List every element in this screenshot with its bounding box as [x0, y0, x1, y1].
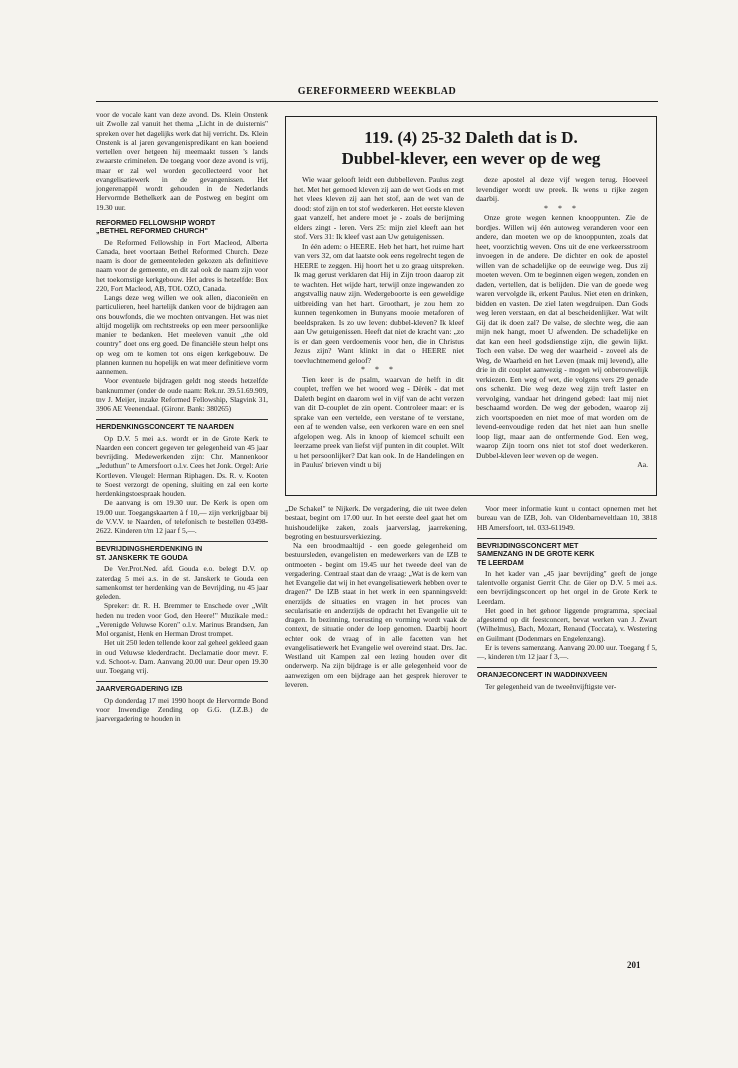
meditation-paragraph-5: Onze grote wegen kennen knooppunten. Zie de bordjes. Willen wij één autoweg veranderen voor een andere, dan moeten we op de knooppunten, zoals dat heet, voorzichtig weven. Ons uit de ene verkeersstroom invoegen in de andere. De dichter en ook de apostel willen van de schadelijke op de eeuwige weg. Dus zij moeten weven. Om te beginnen eigen wegen, zonden en daden, vertellen, dat is belijden. Die van de goede weg waren vervolgde ik, erkent Paulus. Niet eten en drinken, bidden en vasten. De ziel laten wegdruipen. Dan Gods weg leren verstaan, en dat al bescheidenlijker. Wat wilt Gij dat ik doen zal? De valse, de slechte weg, die aan mijn nek hangt, moet U afwenden. De schadelijke en dat kan een heel godsdienstige zijn, die gewin lijkt. Toch een valse. De weg der waarheid - zoveel als de Weg, de Waarheid en het Leven (maak mij levend), alle drie in dit couplet aanwezig - mogen wij onberouwelijk verkiezen. Een weg of wet, die volgens vers 29 genade ons schenkt. Die weg deze weg zijn treft laster en vervolging, vandaar het dringend gebed: laat mij niet beschaamd worden. De weg der geboden, waarop zij zich voortspoeden en niet moe of mat worden om de levend-eenvoudige reden dat het niet aan hun snelle loop ligt, maar aan de ontfermende God. Een weg, waarop Zijn toorn ons niet tot stof doet wederkeren. Dubbel-kleven leer weven op de wegen. [476, 213, 648, 460]
gouda-heading-line-1: BEVRIJDINGSHERDENKING IN [96, 544, 203, 554]
meditation-title [286, 127, 656, 169]
left-column [96, 110, 268, 723]
divider [477, 667, 657, 668]
leerdam-heading-line-2: SAMENZANG IN DE GROTE KERK [477, 549, 595, 559]
izb-paragraph-1: Op donderdag 17 mei 1990 hoopt de Hervormde Bond voor Inwendige Zending op G.G. (I.Z.B.) de jaarvergadering te houden in [96, 695, 268, 724]
meditation-column-2 [476, 175, 648, 470]
section-stars: * * * [361, 365, 397, 374]
page-number: 201 [627, 960, 641, 970]
right-paragraph-1: Voor meer informatie kunt u contact opnemen met het bureau van de IZB, Joh. van Oldenbarneveltlaan 10, 3818 HB Amersfoort, tel. 033-611949. [477, 504, 657, 532]
right-column [477, 504, 657, 691]
divider [96, 419, 268, 420]
herdenking-paragraph-2: De aanvang is om 19.30 uur. De Kerk is open om 19.00 uur. Toegangskaarten à f 10,— zijn verkrijgbaar bij de V.V.V. te Naarden, of telefonisch te bestellen 03498-2622. Kinderen t/m 12 jaar f 5,—. [96, 498, 268, 536]
reformed-paragraph-1: De Reformed Fellowship in Fort Macleod, Alberta Canada, heet voortaan Bethel Reformed Church. Deze naam is door de gemeenteleden gekozen als definitieve naam voor de gemeente, en dit zal ook de naam zijn voor het toekomstige kerkgebouw. Het adres is hetzelfde: Box 220, Fort Macleod, AB, TOL OZO, Canada. [96, 237, 268, 293]
gouda-heading-line-2: ST. JANSKERK TE GOUDA [96, 552, 188, 562]
meditation-column-1 [294, 175, 464, 470]
leerdam-paragraph-2: Het goed in het gehoor liggende programma, speciaal afgestemd op dit feestconcert, bevat werken van J. Zwart (Wilhelmus), Bach, Mozart, Renaud (Toccata), v. Westering en Guilmant (Dodenmars en Engelenzang). [477, 605, 657, 643]
leerdam-paragraph-1: In het kader van „45 jaar bevrijding" geeft de jonge talentvolle organist Gerrit Chr. de Gier op D.V. 5 mei a.s. een bevrijdingsconcert op het orgel in de Grote Kerk te Leerdam. [477, 568, 657, 606]
divider [96, 681, 268, 682]
section-stars: * * * [544, 203, 580, 213]
middle-paragraph-1: „De Schakel" te Nijkerk. De vergadering, die uit twee delen bestaat, begint om 17.00 uur. In het eerste deel gaat het om huishoudelijke zaken, zoals jaarverslag, jaarrekening, begroting en bestuursverkiezing. [285, 504, 467, 541]
leerdam-heading-line-3: TE LEERDAM [477, 557, 524, 567]
middle-column [285, 504, 467, 689]
divider [96, 541, 268, 542]
reformed-paragraph-2: Langs deze weg willen we ook allen, diaconieën en particulieren, heel hartelijk danken voor de bijdragen aan ons bouwfonds, die we mochten ontvangen. Het was niet altijd mogelijk om rechtstreeks op een meer persoonlijke manier te bedanken. Het meeleven vanuit „the old country" doet ons erg goed. De financiële steun helpt ons op weg om te komen tot ons eigen kerkgebouw. De plannen kunnen nu hopelijk en wat meer definitieve vorm aannemen. [96, 293, 268, 377]
gouda-paragraph-3: Het uit 250 leden tellende koor zal geheel gekleed gaan in oud Veluwse klederdracht. Declamatie door mevr. F. v.d. Schoot-v. Dam. Aanvang 20.00 uur. Deur open 19.30 uur. Toegang vrij. [96, 638, 268, 676]
header-rule [96, 101, 658, 102]
gouda-paragraph-2: Spreker: dr. R. H. Bremmer te Enschede over „Wilt heden nu treden voor God, den Heere!" Muzikale med.: „Verenigde Veluwse Koren" o.l.v. Marinus Brandsen, Jan Mol organist, Henk en Herman Drost trompet. [96, 601, 268, 639]
leerdam-heading-line-1: BEVRIJDINGSCONCERT MET [477, 540, 579, 550]
izb-heading: JAARVERGADERING IZB [96, 684, 183, 694]
leerdam-paragraph-3: Er is tevens samenzang. Aanvang 20.00 uur. Toegang f 5,—, kinderen t/m 12 jaar f 3,—. [477, 642, 657, 662]
meditation-paragraph-3: Tien keer is de psalm, waarvan de helft in dit couplet, treffen we het woord weg - Dèrèk - dat met Daleth begint en daarom wel in vijf van de acht verzen van dit D-couplet de zin opent. Controleer maar: er is sprake van een vertelde, een verstane of te verstane, een af te wenden valse, een verkoren ware en een snel afgelopen weg. Als in knoop of kiemcel schuilt een leerzame preek van liefst vijf punten in dit couplet. Wilt u het persoonlijker? Dat kan ook. In de Handelingen en in Paulus' brieven vindt u bij [294, 374, 464, 469]
meditation-paragraph-2: In één adem: o HEERE. Heb het hart, het ruime hart van vers 32, om dat laatste ook eens regelrecht tegen de HEERE te zeggen. Hij hoort het u zo graag uitspreken. Ik mag gerust verklaren dat Hij in Zijn troon daarop zit te wachten. Het wijde hart, terwijl onze ingewanden zo angstvallig nauw zijn. Wedergeboorte is een geweldige uitbreiding van het hart. Groothart, je zou hem zo kunnen tegenkomen in Bunyans mooie metaforen of beeldspraken. Is zo uw leven: dubbel-kleven? Ik kleef aan Uw getuigenissen. Heeft dat niet de kracht van: „zo is er dan geen verdoemenis voor hen, die in Christus Jezus zijn? Want klinkt in dat o HEERE niet toevluchtnemend geloof? [294, 241, 464, 365]
gouda-paragraph-1: De Ver.Prot.Ned. afd. Gouda e.o. belegt D.V. op zaterdag 5 mei a.s. in de st. Janskerk te Gouda een samenkomst ter herdenking van de Bevrijding, nu 45 jaar geleden. [96, 564, 268, 602]
divider [477, 538, 657, 539]
oranje-paragraph-1: Ter gelegenheid van de tweeënvijftigste ver- [485, 681, 617, 691]
page-header: GEREFORMEERD WEEKBLAD [297, 86, 457, 97]
oranje-heading: ORANJECONCERT IN WADDINXVEEN [477, 670, 608, 680]
meditation-paragraph-1: Wie waar gelooft leidt een dubbelleven. Paulus zegt het. Met het gemoed kleven zij aan de wet Gods en met het vlees kleven zij aan het stof, aan de wet van de dood: stof zijn en tot stof wederkeren. Het eerste kleven gaat vanzelf, het andere moet je - zoals de berijming elders zingt - leren. Vers 25: mijn ziel kleeft aan het stof. Vers 31: Ik kleef vast aan Uw getuigenissen. [294, 175, 464, 241]
middle-paragraph-2: Na een broodmaaltijd - een goede gelegenheid om bestuursleden, evangelisten en medewerkers van de IZB te ontmoeten - begint om 19.45 uur het tweede deel van de vergadering. Centraal staat dan de vraag: „Wat is de kern van het Evangelie dat wij in het evangelisatiewerk hebben over te dragen?" De IZB staat in het werk in een spanningsveld: enerzijds de situaties en vragen in het proces van secularisatie en anderzijds de opdracht het Evangelie uit te dragen. In bezinning, toerusting en vorming wordt vaak de context, de situatie onder de loep genomen. Daarbij hoort echter ook de vraag of in alle facetten van het evangelisatiewerk het Evangelie wel overeind staat. Drs. Jac. Westland uit Kampen zal een lezing houden over dit onderwerp. Na zijn bijdrage is er alle gelegenheid voor de aanwezigen om een bijdrage aan het gesprek hierover te leveren. [285, 541, 467, 689]
meditation-title-line-2: Dubbel-klever, een wever op de weg [341, 149, 601, 168]
reformed-heading [96, 219, 268, 236]
herdenking-paragraph-1: Op D.V. 5 mei a.s. wordt er in de Grote Kerk te Naarden een concert gegeven ter gelegenheid van 45 jaar bevrijding. Medewerkenden zijn: Chr. Mannenkoor „Jeduthun" te Amersfoort o.l.v. Cees het Jonk. Orgel: Arie Kortleven. Vleugel: Herman Riphagen. Ds. R. v. Kooten te Soest verzorgt de opening, sluiting en zal een korte herdenkingstoespraak houden. [96, 433, 268, 499]
meditation-box [285, 116, 657, 496]
reformed-heading-line-1: REFORMED FELLOWSHIP WORDT [96, 217, 216, 227]
leerdam-heading [477, 542, 657, 567]
author-signature: Aa. [637, 460, 648, 469]
reformed-heading-line-2: „BETHEL REFORMED CHURCH" [96, 226, 208, 236]
herdenking-heading: HERDENKINGSCONCERT TE NAARDEN [96, 422, 234, 432]
intro-paragraph: voor de vocale kant van deze avond. Ds. Klein Onstenk uit Zwolle zal vanuit het thema „Licht in de duisternis" spreken over het dagelijks werk dat hij verricht. Ds. Klein Onstenk is al jaren gevangenispredikant en kan boeiend vertellen over hetgeen hij meemaakt tussen 's lands zwaarste criminelen. De toegang voor deze avond is vrij, maar er zal wel worden gecollecteerd voor het evangelisatiewerk in de gevangenissen. Het jongerenappèl wordt gehouden in de Nederlands Hervormde Bethelkerk aan de Postweg en begint om 19.30 uur. [96, 110, 268, 212]
meditation-paragraph-4: deze apostel al deze vijf wegen terug. Hoeveel levendiger wordt uw preek. Ik wens u rijke zegen daarbij. [476, 175, 648, 203]
meditation-title-line-1: 119. (4) 25-32 Daleth dat is D. [364, 128, 578, 147]
reformed-paragraph-3: Voor eventuele bijdragen geldt nog steeds hetzelfde banknummer (onder de oude naam: Rek.nr. 39.51.69.909, tnv J. Meijer, inzake Reformed Fellowship, Slagvink 31, 3906 AE Veenendaal. (Gironr. Bank: 380265) [96, 376, 268, 414]
gouda-heading [96, 545, 268, 562]
